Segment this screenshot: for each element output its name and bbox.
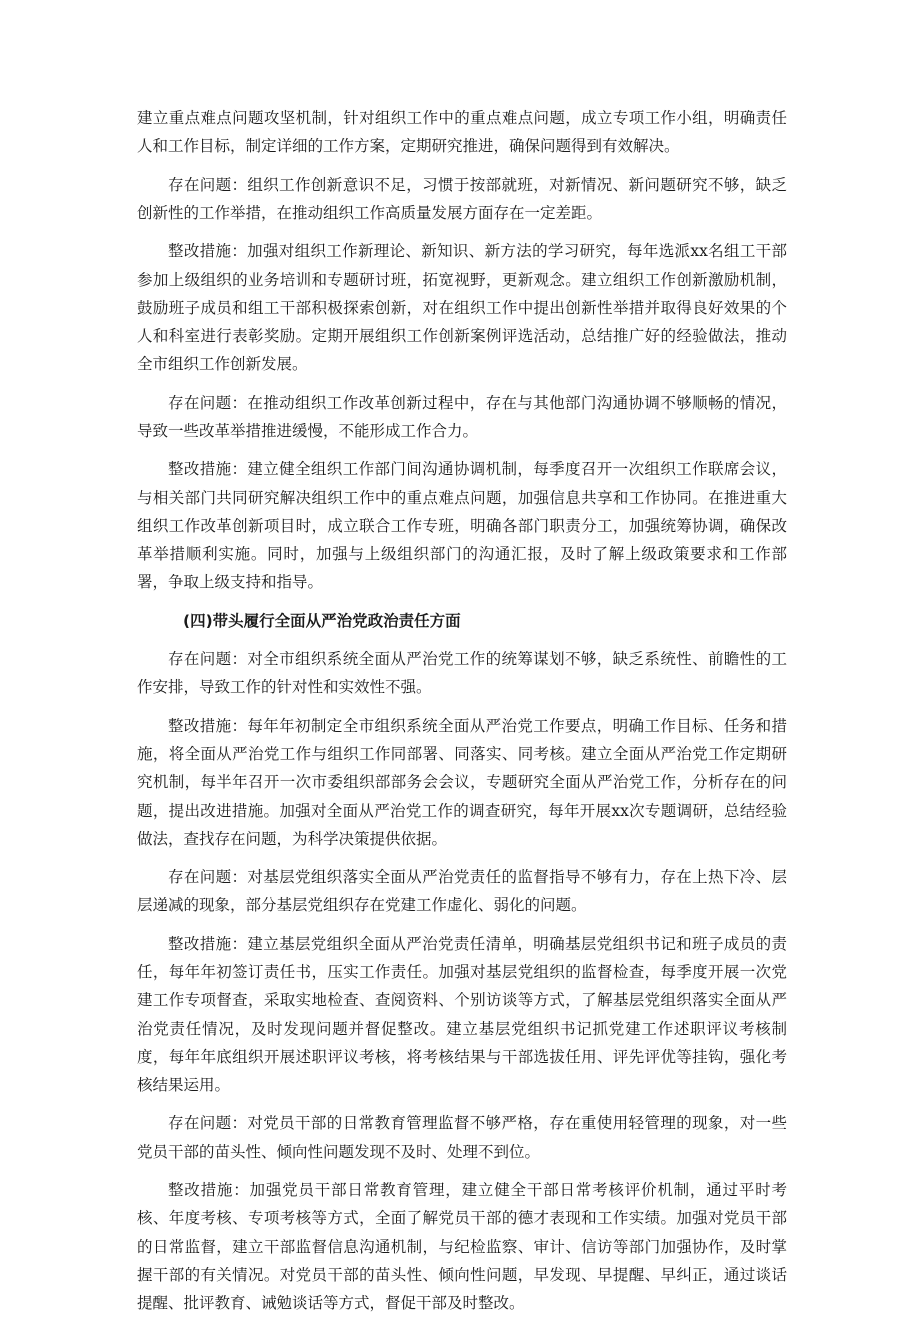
paragraph-measure-innovation: 整改措施：加强对组织工作新理论、新知识、新方法的学习研究，每年选派xx名组工干部参加上级组织的业务培训和专题研讨班，拓宽视野，更新观念。建立组织工作创新激励机制，鼓励班子成员和组工干部积极探索创新，对在组织工作中提出创新性举措并取得良好效果的个人和科室进行表彰奖励。定期开展组织工作创新案例评选活动，总结推广好的经验做法，推动全市组织工作创新发展。 [137, 242, 787, 374]
paragraph-measure-supervision: 整改措施：建立基层党组织全面从严治党责任清单，明确基层党组织书记和班子成员的责任，每年年初签订责任书，压实工作责任。加强对基层党组织的监督检查，每季度开展一次党建工作专项督查，采取实地检查、查阅资料、个别访谈等方式，了解基层党组织落实全面从严治党责任情况，及时发现问题并督促整改。建立基层党组织书记抓党建工作述职评议考核制度，每年年底组织开展述职评议考核，将考核结果与干部选拔任用、评先评优等挂钩，强化考核结果运用。 [137, 934, 787, 1094]
document-page [137, 104, 787, 1327]
section-heading: (四)带头履行全面从严治党政治责任方面 [183, 611, 461, 630]
paragraph-problem-supervision: 存在问题：对基层党组织落实全面从严治党责任的监督指导不够有力，存在上热下冷、层层递减的现象，部分基层党组织存在党建工作虚化、弱化的问题。 [137, 868, 787, 915]
paragraph-problem-planning: 存在问题：对全市组织系统全面从严治党工作的统筹谋划不够，缺乏系统性、前瞻性的工作安排，导致工作的针对性和实效性不强。 [137, 650, 787, 697]
paragraph-measure-cadre-management: 整改措施：加强党员干部日常教育管理，建立健全干部日常考核评价机制，通过平时考核、年度考核、专项考核等方式，全面了解党员干部的德才表现和工作实绩。加强对党员干部的日常监督，建立干部监督信息沟通机制，与纪检监察、审计、信访等部门加强协作，及时掌握干部的有关情况。对党员干部的苗头性、倾向性问题，早发现、早提醒、早纠正，通过谈话提醒、批评教育、诫勉谈话等方式，督促干部及时整改。 [137, 1181, 787, 1312]
paragraph-key-problems-mechanism: 建立重点难点问题攻坚机制，针对组织工作中的重点难点问题，成立专项工作小组，明确责任人和工作目标，制定详细的工作方案，定期研究推进，确保问题得到有效解决。 [137, 109, 787, 156]
paragraph-problem-innovation: 存在问题：组织工作创新意识不足，习惯于按部就班，对新情况、新问题研究不够，缺乏创新性的工作举措，在推动组织工作高质量发展方面存在一定差距。 [137, 175, 787, 222]
paragraph-problem-coordination: 存在问题：在推动组织工作改革创新过程中，存在与其他部门沟通协调不够顺畅的情况，导致一些改革举措推进缓慢，不能形成工作合力。 [137, 393, 787, 440]
paragraph-measure-coordination: 整改措施：建立健全组织工作部门间沟通协调机制，每季度召开一次组织工作联席会议，与相关部门共同研究解决组织工作中的重点难点问题，加强信息共享和工作协同。在推进重大组织工作改革创新项目时，成立联合工作专班，明确各部门职责分工，加强统筹协调，确保改革举措顺利实施。同时，加强与上级组织部门的沟通汇报，及时了解上级政策要求和工作部署，争取上级支持和指导。 [137, 460, 787, 592]
paragraph-problem-cadre-management: 存在问题：对党员干部的日常教育管理监督不够严格，存在重使用轻管理的现象，对一些党员干部的苗头性、倾向性问题发现不及时、处理不到位。 [137, 1114, 787, 1161]
paragraph-measure-planning: 整改措施：每年年初制定全市组织系统全面从严治党工作要点，明确工作目标、任务和措施，将全面从严治党工作与组织工作同部署、同落实、同考核。建立全面从严治党工作定期研究机制，每半年召开一次市委组织部部务会会议，专题研究全面从严治党工作，分析存在的问题，提出改进措施。加强对全面从严治党工作的调查研究，每年开展xx次专题调研，总结经验做法，查找存在问题，为科学决策提供依据。 [137, 716, 787, 848]
